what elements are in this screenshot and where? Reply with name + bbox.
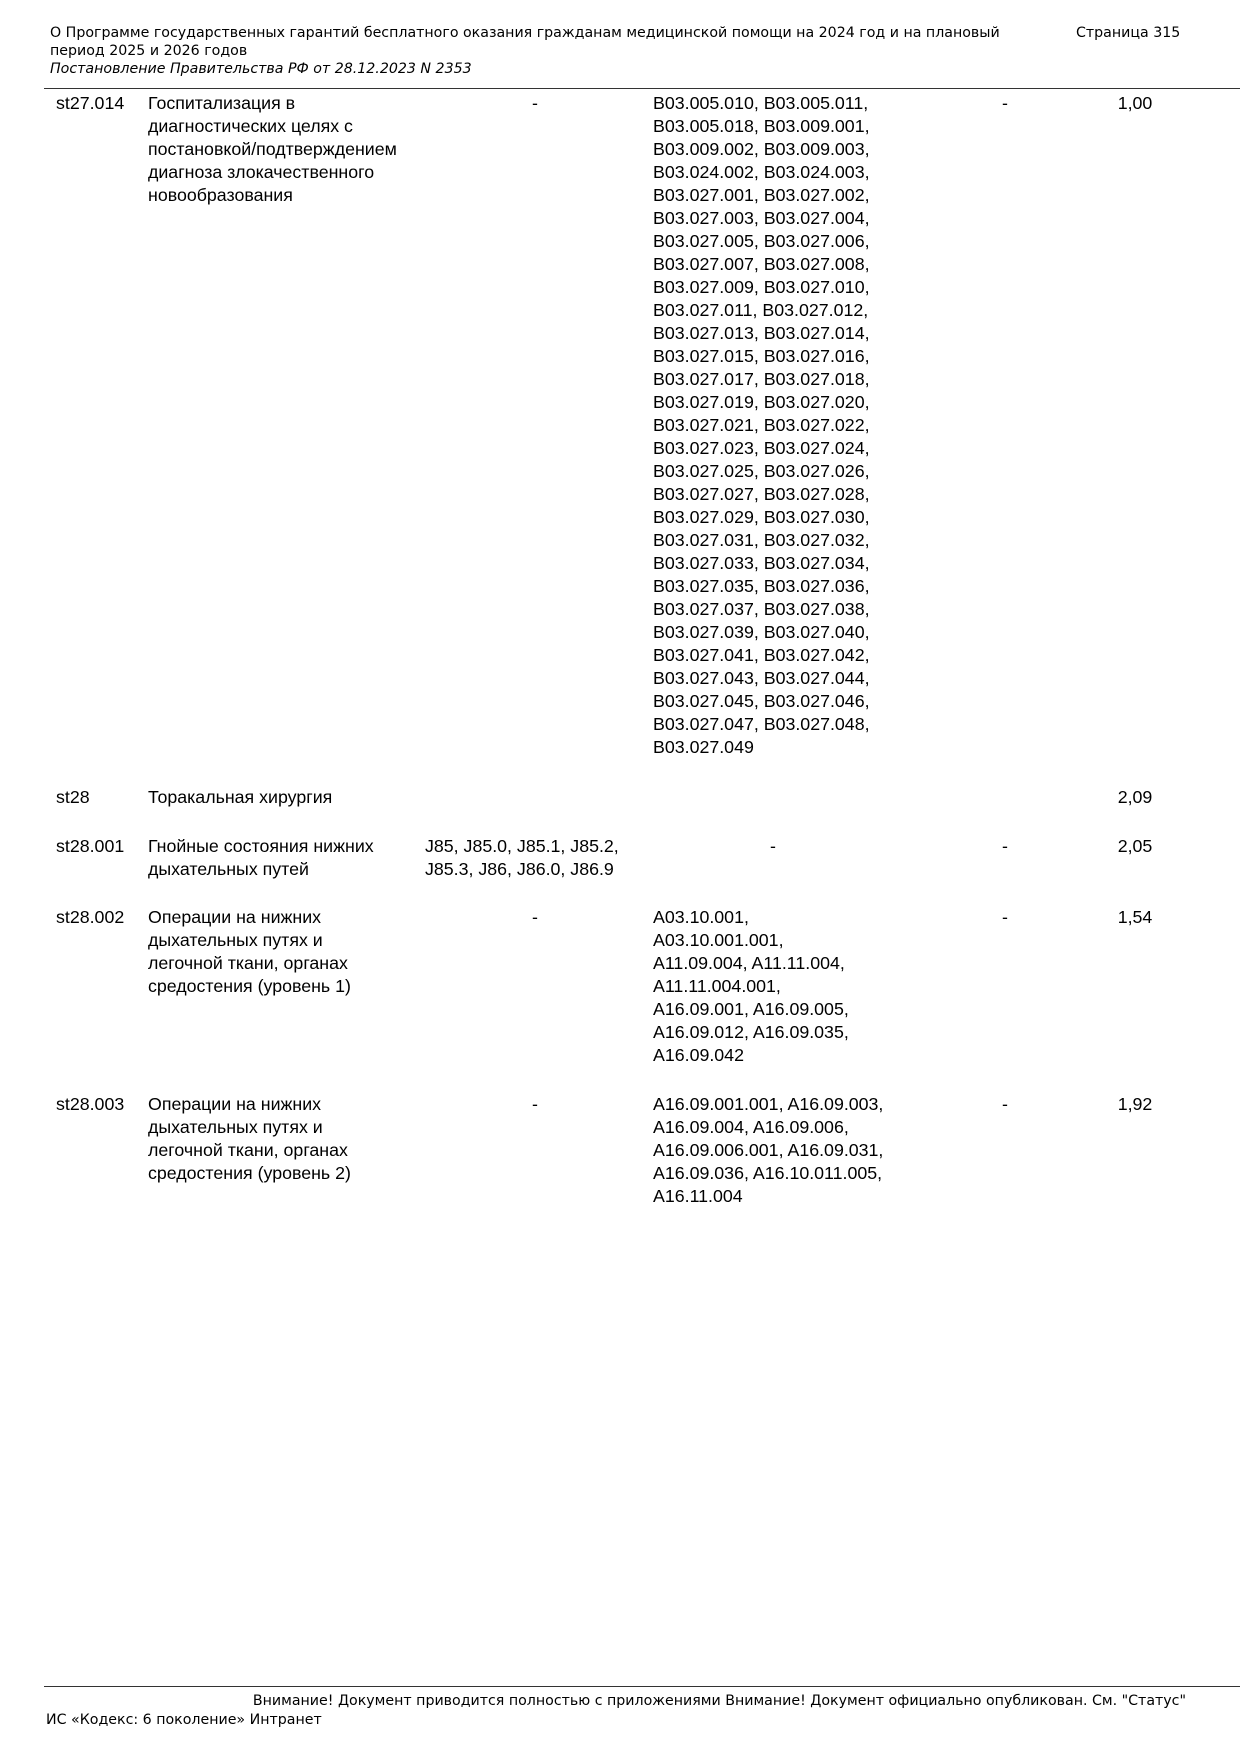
row-name: Гнойные состояния нижних дыхательных путей <box>148 836 374 879</box>
footer-system: ИС «Кодекс: 6 поколение» Интранет <box>46 1712 322 1728</box>
row-diagnosis: - <box>532 1094 538 1114</box>
row-extra: - <box>1002 1094 1008 1114</box>
row-name: Операции на нижних дыхательных путях и легочной ткани, органах средостения (уровень 1) <box>148 907 351 996</box>
header-divider <box>44 88 1240 89</box>
row-extra: - <box>1002 907 1008 927</box>
row-coefficient: 2,09 <box>1117 787 1153 807</box>
row-code: st28.001 <box>56 836 125 856</box>
row-coefficient: 2,05 <box>1117 836 1153 856</box>
row-services: A03.10.001, A03.10.001.001, A11.09.004, A11.11.004, A11.11.004.001, A16.09.001, A16.09.005, A16.09.012, A16.09.035, A16.09.042 <box>653 907 849 1065</box>
row-code: st28 <box>56 787 90 807</box>
footer-divider <box>44 1686 1240 1687</box>
row-diagnosis: J85, J85.0, J85.1, J85.2, J85.3, J86, J86.0, J86.9 <box>425 836 619 879</box>
row-coefficient: 1,00 <box>1117 93 1153 113</box>
page-number: Страница 315 <box>1076 25 1181 41</box>
footer-notice: Внимание! Документ приводится полностью с приложениями Внимание! Документ официально опубликован. См. "Статус" <box>252 1693 1186 1709</box>
row-code: st27.014 <box>56 93 125 113</box>
document-subtitle: Постановление Правительства РФ от 28.12.2023 N 2353 <box>50 61 472 77</box>
row-code: st28.002 <box>56 907 125 927</box>
row-diagnosis: - <box>532 907 538 927</box>
row-services: A16.09.001.001, A16.09.003, A16.09.004, A16.09.006, A16.09.006.001, A16.09.031, A16.09.036, A16.10.011.005, A16.11.004 <box>653 1094 884 1206</box>
row-name: Торакальная хирургия <box>148 787 333 807</box>
row-services: - <box>770 836 776 856</box>
row-extra: - <box>1002 93 1008 113</box>
row-code: st28.003 <box>56 1094 125 1114</box>
row-name: Операции на нижних дыхательных путях и легочной ткани, органах средостения (уровень 2) <box>148 1094 351 1183</box>
row-services: B03.005.010, B03.005.011, B03.005.018, B03.009.001, B03.009.002, B03.009.003, B03.024.002, B03.024.003, B03.027.001, B03.027.002, B03.027.003, B03.027.004, B03.027.005, B03.027.006, B03.027.007, B03.027.008, B03.027.009, B03.027.010, B03.027.011, B03.027.012, B03.027.013, B03.027.014, B03.027.015, B03.027.016, B03.027.017, B03.027.018, B03.027.019, B03.027.020, B03.027.021, B03.027.022, B03.027.023, B03.027.024, B03.027.025, B03.027.026, B03.027.027, B03.027.028, B03.027.029, B03.027.030, B03.027.031, B03.027.032, B03.027.033, B03.027.034, B03.027.035, B03.027.036, B03.027.037, B03.027.038, B03.027.039, B03.027.040, B03.027.041, B03.027.042, B03.027.043, B03.027.044, B03.027.045, B03.027.046, B03.027.047, B03.027.048, B03.027.049 <box>653 93 870 757</box>
row-diagnosis: - <box>532 93 538 113</box>
row-coefficient: 1,92 <box>1117 1094 1153 1114</box>
document-title: О Программе государственных гарантий бесплатного оказания гражданам медицинской помощи на 2024 год и на плановый период 2025 и 2026 годов <box>50 25 1000 59</box>
row-coefficient: 1,54 <box>1117 907 1153 927</box>
row-extra: - <box>1002 836 1008 856</box>
row-name: Госпитализация в диагностических целях с постановкой/подтверждением диагноза злокачественного новообразования <box>148 93 397 205</box>
